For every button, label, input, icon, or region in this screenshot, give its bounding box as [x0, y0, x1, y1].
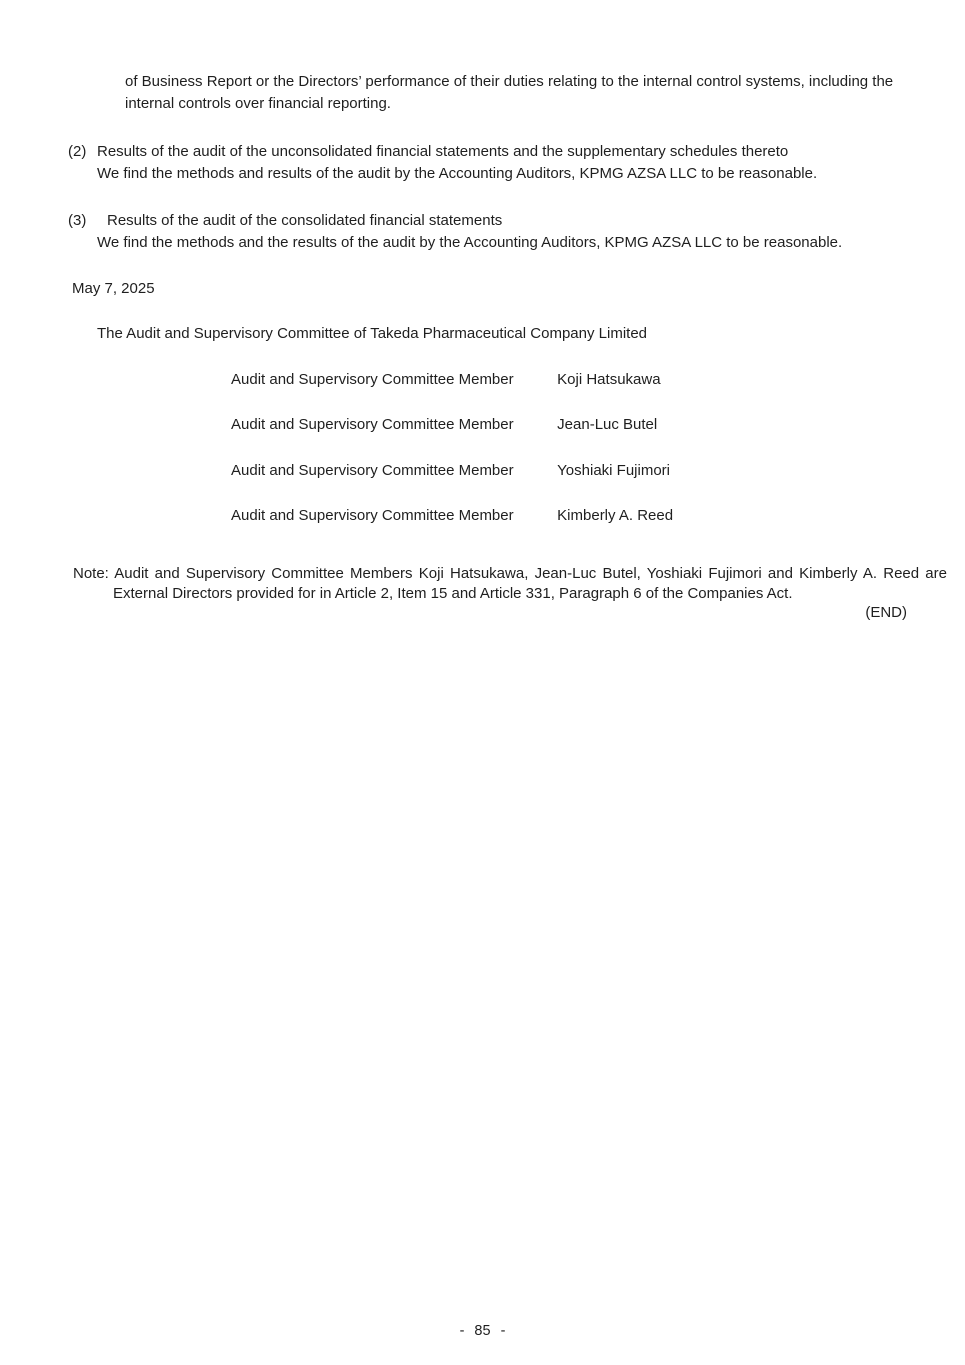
member-row	[231, 505, 673, 527]
member-title: Audit and Supervisory Committee Member	[231, 462, 514, 479]
member-title: Audit and Supervisory Committee Member	[231, 416, 514, 433]
date-line: May 7, 2025	[72, 280, 155, 297]
member-name: Koji Hatsukawa	[557, 371, 661, 388]
member-name: Kimberly A. Reed	[557, 507, 674, 524]
member-row	[231, 369, 661, 391]
item-2-body: We find the methods and results of the audit by the Accounting Auditors, KPMG AZSA LLC to be reasonable.	[97, 165, 818, 182]
member-name: Yoshiaki Fujimori	[557, 462, 670, 479]
end-marker: (END)	[865, 604, 907, 621]
member-row	[231, 414, 657, 436]
item-3-marker: (3)	[68, 212, 87, 229]
item-3-title: Results of the audit of the consolidated financial statements	[107, 212, 503, 229]
item-2-title: Results of the audit of the unconsolidated financial statements and the supplementary schedules thereto	[97, 143, 789, 160]
member-title: Audit and Supervisory Committee Member	[231, 371, 514, 388]
member-title: Audit and Supervisory Committee Member	[231, 507, 514, 524]
item-3-body: We find the methods and the results of the audit by the Accounting Auditors, KPMG AZSA LLC to be reasonable.	[97, 234, 843, 251]
item-2-marker: (2)	[68, 143, 87, 160]
committee-line: The Audit and Supervisory Committee of Takeda Pharmaceutical Company Limited	[97, 325, 647, 342]
member-row	[231, 460, 670, 482]
member-name: Jean-Luc Butel	[557, 416, 658, 433]
note-body: Audit and Supervisory Committee Members Koji Hatsukawa, Jean-Luc Butel, Yoshiaki Fujimori and Kimberly A. Reed are External Directors provided for in Article 2, Item 15 and Article 331, Paragraph 6 of the Companies Act.	[113, 565, 947, 602]
intro-paragraph: of Business Report or the Directors’ performance of their duties relating to the internal control systems, including the internal controls over financial reporting.	[125, 73, 894, 112]
note-label: Note:	[73, 565, 109, 582]
note-paragraph	[73, 564, 947, 603]
page-number: - 85 -	[459, 1323, 506, 1339]
